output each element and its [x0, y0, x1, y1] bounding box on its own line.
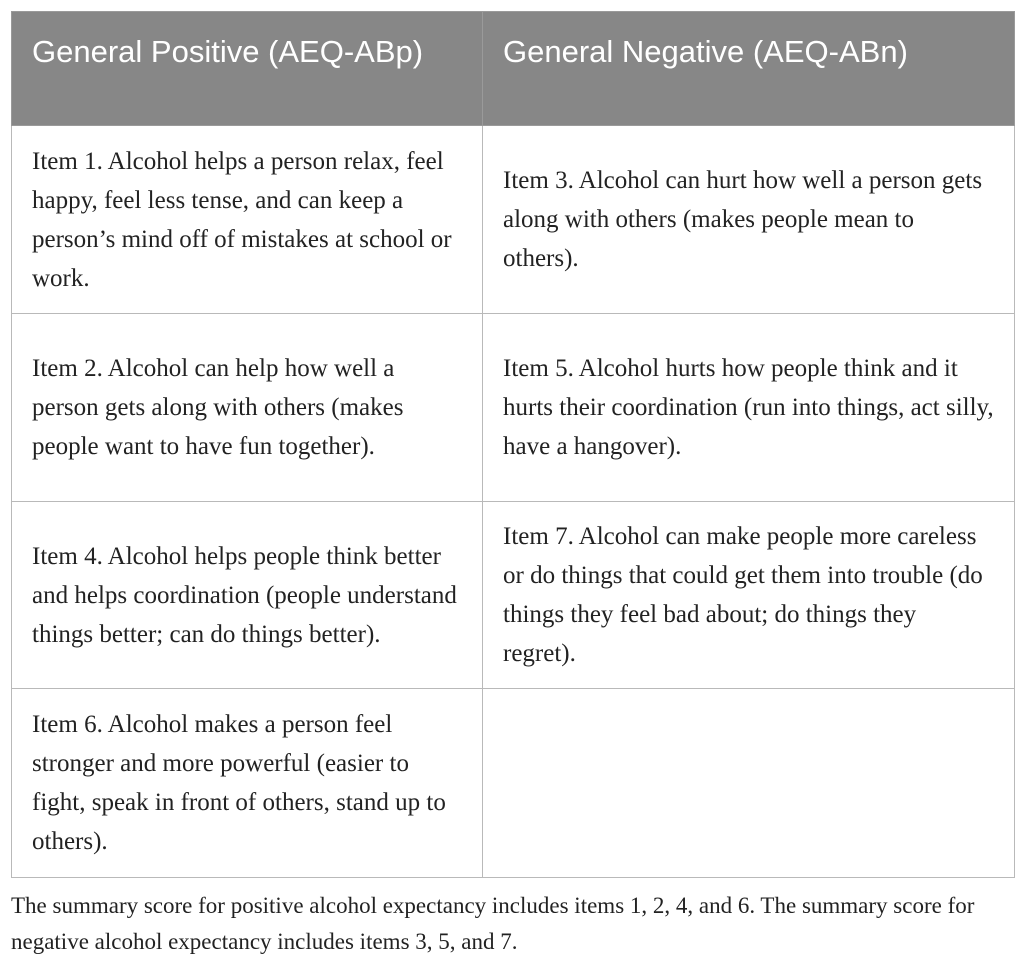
cell-positive-item-4: Item 4. Alcohol helps people think better and helps coordination (people understand things better; can do things better). — [12, 502, 483, 689]
cell-positive-item-2: Item 2. Alcohol can help how well a person gets along with others (makes people want to have fun together). — [12, 314, 483, 502]
table-row — [12, 689, 1015, 878]
cell-negative-item-5: Item 5. Alcohol hurts how people think and it hurts their coordination (run into things, act silly, have a hangover). — [483, 314, 1015, 502]
alcohol-expectancy-table — [11, 11, 1015, 878]
cell-negative-item-7: Item 7. Alcohol can make people more careless or do things that could get them into trouble (do things they feel bad about; do things they regret). — [483, 502, 1015, 689]
table-header-row — [12, 12, 1015, 126]
cell-positive-item-6: Item 6. Alcohol makes a person feel stronger and more powerful (easier to fight, speak in front of others, stand up to others). — [12, 689, 483, 878]
cell-positive-item-1: Item 1. Alcohol helps a person relax, feel happy, feel less tense, and can keep a person’s mind off of mistakes at school or work. — [12, 126, 483, 314]
table-footnote: The summary score for positive alcohol expectancy includes items 1, 2, 4, and 6. The summary score for negative alcohol expectancy includes items 3, 5, and 7. — [11, 893, 975, 954]
expectancy-table-container — [11, 11, 1014, 878]
header-general-positive: General Positive (AEQ-ABp) — [12, 12, 483, 126]
cell-negative-empty — [483, 689, 1015, 878]
cell-negative-item-3: Item 3. Alcohol can hurt how well a person gets along with others (makes people mean to others). — [483, 126, 1015, 314]
table-row — [12, 502, 1015, 689]
header-general-negative: General Negative (AEQ-ABn) — [483, 12, 1015, 126]
table-row — [12, 126, 1015, 314]
table-row — [12, 314, 1015, 502]
